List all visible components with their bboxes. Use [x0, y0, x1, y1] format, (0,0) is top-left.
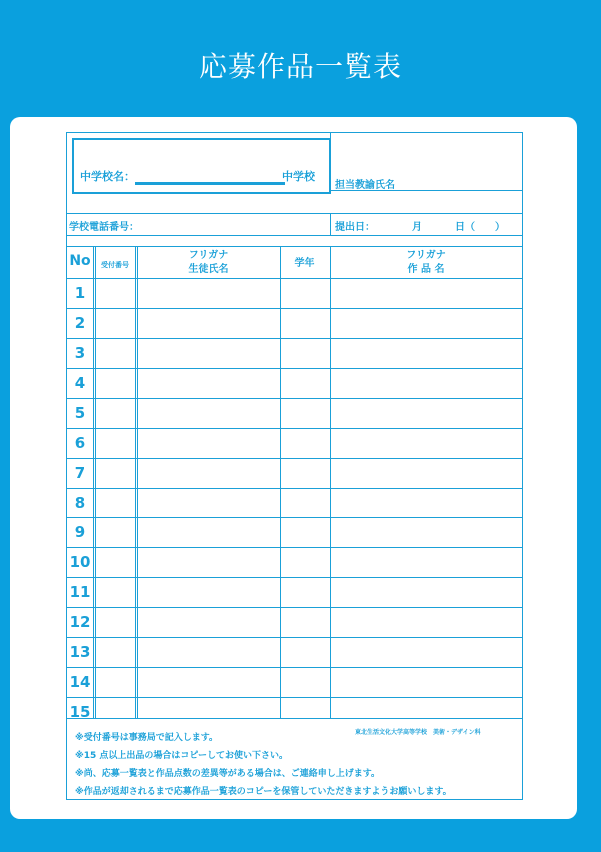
work-title-cell[interactable] — [331, 489, 522, 517]
grade-cell[interactable] — [281, 578, 330, 606]
row-number: 3 — [74, 343, 86, 362]
school-name-label: 中学校名： — [80, 170, 135, 183]
row-number: 14 — [69, 673, 91, 692]
student-name-cell[interactable] — [138, 608, 280, 636]
row-number: 11 — [69, 583, 91, 602]
grade-cell[interactable] — [281, 429, 330, 457]
receipt-cell[interactable] — [96, 668, 135, 696]
organization-name: 東北生活文化大学高等学校 美術・デザイン科 — [355, 729, 481, 736]
student-name-cell[interactable] — [138, 668, 280, 696]
header-receipt: 受付番号 — [101, 261, 129, 269]
work-title-cell[interactable] — [331, 668, 522, 696]
receipt-cell[interactable] — [96, 518, 135, 546]
student-name-cell[interactable] — [138, 339, 280, 367]
receipt-cell[interactable] — [96, 459, 135, 487]
row-number: 8 — [74, 493, 86, 512]
receipt-cell[interactable] — [96, 578, 135, 606]
student-name-cell[interactable] — [138, 518, 280, 546]
work-title-cell[interactable] — [331, 578, 522, 606]
school-name-box — [72, 138, 331, 194]
student-name-cell[interactable] — [138, 309, 280, 337]
grade-cell[interactable] — [281, 489, 330, 517]
teacher-label: 担当教諭氏名 — [335, 180, 395, 191]
grade-cell[interactable] — [281, 518, 330, 546]
work-title-cell[interactable] — [331, 638, 522, 666]
work-title-cell[interactable] — [331, 608, 522, 636]
work-title-cell[interactable] — [331, 459, 522, 487]
row-number: 6 — [74, 433, 86, 452]
receipt-cell[interactable] — [96, 429, 135, 457]
work-title-cell[interactable] — [331, 339, 522, 367]
note-keep-copy: ※作品が返却されるまで応募作品一覧表のコピーを保管していただきますようお願いします。 — [75, 787, 452, 797]
row-number: 12 — [69, 613, 91, 632]
receipt-cell[interactable] — [96, 399, 135, 427]
row-number: 15 — [69, 703, 91, 722]
receipt-cell[interactable] — [96, 698, 135, 726]
student-name-cell[interactable] — [138, 698, 280, 726]
page-title: 応募作品一覧表 — [198, 50, 402, 83]
work-title-cell[interactable] — [331, 518, 522, 546]
receipt-cell[interactable] — [96, 608, 135, 636]
note-receipt: ※受付番号は事務局で記入します。 — [75, 733, 219, 743]
grade-cell[interactable] — [281, 369, 330, 397]
grade-cell[interactable] — [281, 638, 330, 666]
student-name-cell[interactable] — [138, 399, 280, 427]
header-no: No — [69, 253, 91, 269]
teacher-field[interactable] — [335, 177, 518, 191]
header-student-name: 生徒氏名 — [188, 264, 229, 275]
header-furigana-student: フリガナ — [188, 250, 229, 261]
grade-cell[interactable] — [281, 698, 330, 726]
work-title-cell[interactable] — [331, 309, 522, 337]
note-copy: ※15 点以上出品の場合はコピーしてお使い下さい。 — [75, 751, 289, 761]
receipt-cell[interactable] — [96, 489, 135, 517]
work-title-cell[interactable] — [331, 429, 522, 457]
grade-cell[interactable] — [281, 459, 330, 487]
row-number: 9 — [74, 523, 86, 542]
school-suffix: 中学校 — [282, 170, 315, 183]
submit-date-label: 提出日： — [335, 222, 375, 233]
receipt-cell[interactable] — [96, 309, 135, 337]
grade-cell[interactable] — [281, 608, 330, 636]
row-number: 13 — [69, 643, 91, 662]
work-title-cell[interactable] — [331, 279, 522, 307]
grade-cell[interactable] — [281, 668, 330, 696]
student-name-cell[interactable] — [138, 429, 280, 457]
row-number: 7 — [74, 463, 86, 482]
student-name-cell[interactable] — [138, 369, 280, 397]
school-name-field[interactable] — [135, 182, 285, 185]
work-title-cell[interactable] — [331, 698, 522, 726]
row-number: 4 — [74, 373, 86, 392]
row-number: 5 — [74, 403, 86, 422]
student-name-cell[interactable] — [138, 548, 280, 576]
row-number: 10 — [69, 553, 91, 572]
row-number: 1 — [74, 284, 86, 302]
grade-cell[interactable] — [281, 309, 330, 337]
header-furigana-work: フリガナ — [406, 250, 446, 261]
grade-cell[interactable] — [281, 279, 330, 307]
row-number: 2 — [74, 313, 86, 332]
grade-cell[interactable] — [281, 399, 330, 427]
submit-month-label: 月 — [412, 222, 422, 233]
work-title-cell[interactable] — [331, 399, 522, 427]
phone-label: 学校電話番号： — [69, 222, 139, 233]
receipt-cell[interactable] — [96, 638, 135, 666]
student-name-cell[interactable] — [138, 459, 280, 487]
receipt-cell[interactable] — [96, 339, 135, 367]
work-title-cell[interactable] — [331, 548, 522, 576]
work-title-cell[interactable] — [331, 369, 522, 397]
student-name-cell[interactable] — [138, 638, 280, 666]
student-name-cell[interactable] — [138, 578, 280, 606]
header-grade: 学年 — [294, 258, 315, 269]
receipt-cell[interactable] — [96, 548, 135, 576]
student-name-cell[interactable] — [138, 279, 280, 307]
grade-cell[interactable] — [281, 548, 330, 576]
receipt-cell[interactable] — [96, 369, 135, 397]
form-frame — [66, 132, 523, 800]
header-work-title: 作 品 名 — [407, 264, 445, 275]
note-contact: ※尚、応募一覧表と作品点数の差異等がある場合は、ご連絡申し上げます。 — [75, 769, 381, 779]
receipt-cell[interactable] — [96, 279, 135, 307]
phone-field[interactable] — [147, 217, 327, 231]
submit-day-label: 日（ ） — [455, 222, 505, 233]
student-name-cell[interactable] — [138, 489, 280, 517]
form-sheet — [10, 117, 577, 819]
grade-cell[interactable] — [281, 339, 330, 367]
